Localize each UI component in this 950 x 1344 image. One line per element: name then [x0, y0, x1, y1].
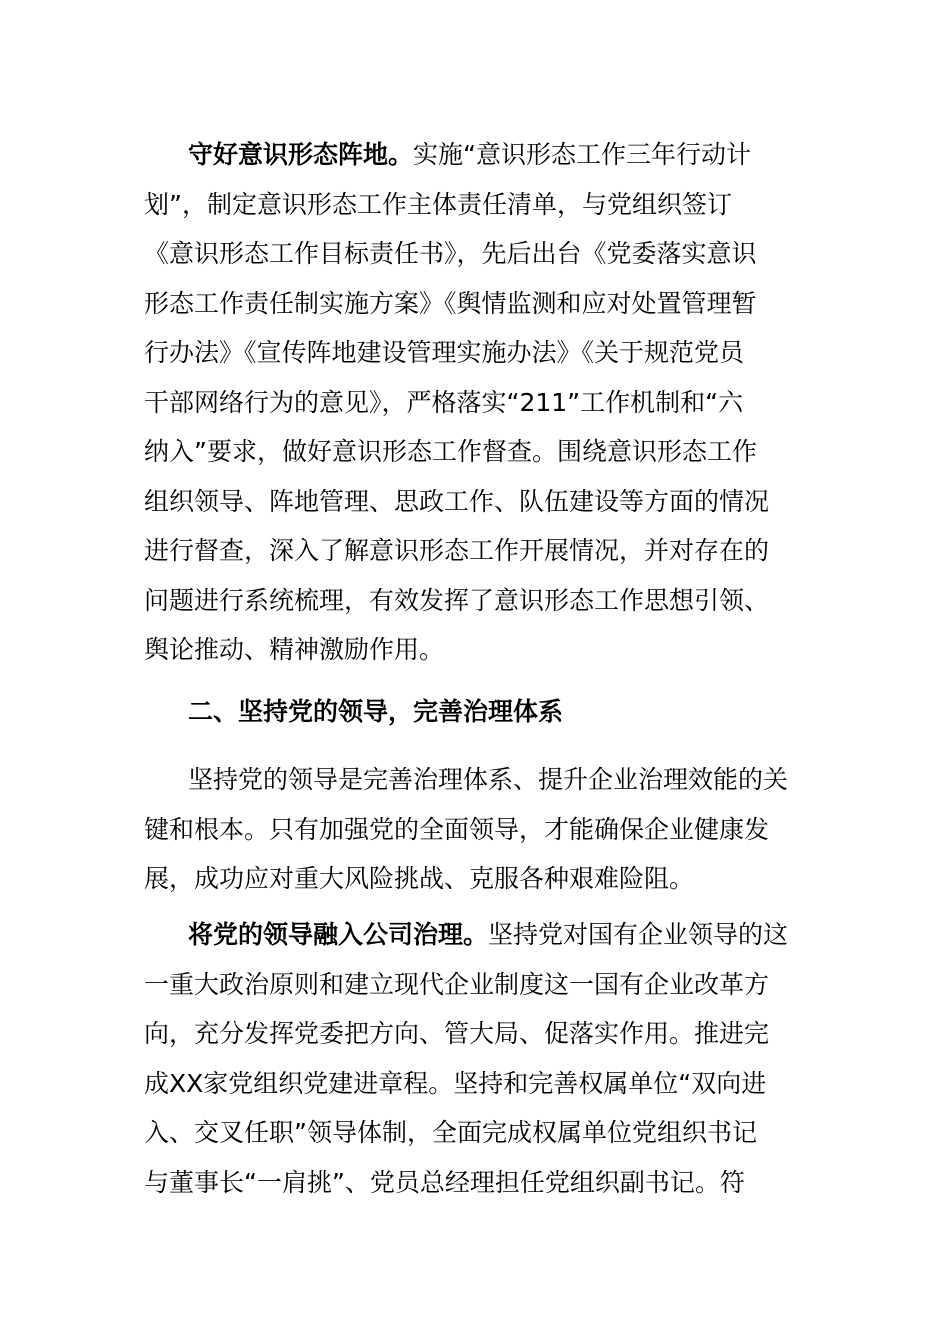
paragraph-lead-heading: 将党的领导融入公司治理。: [188, 920, 489, 949]
paragraph-text: 坚持党对国有企业领导的这: [488, 920, 789, 949]
paragraph-line: 行办法》《宣传阵地建设管理实施办法》《关于规范党员: [144, 338, 745, 367]
paragraph-line: 键和根本。只有加强党的全面领导，才能确保企业健康发: [144, 814, 770, 844]
paragraph-line: 向，充分发挥党委把方向、管大局、促落实作用。推进完: [144, 1019, 770, 1048]
paragraph-line: [144, 130, 808, 180]
paragraph-line: 坚持党的领导是完善治理体系、提升企业治理效能的关: [188, 765, 789, 794]
paragraph-line: 纳入”要求，做好意识形态工作督查。围绕意识形态工作: [144, 437, 757, 466]
paragraph-ideology-position: [144, 130, 808, 675]
paragraph-lead-heading: 守好意识形态阵地。: [188, 140, 414, 169]
paragraph-line: 入、交叉任职”领导体制，全面完成权属单位党组织书记: [144, 1118, 757, 1147]
paragraph-line: 成XX家党组织党建进章程。坚持和完善权属单位“双向进: [144, 1068, 767, 1098]
paragraph-line: 干部网络行为的意见》，严格落实“211”工作机制和“六: [144, 387, 744, 417]
paragraph-line: [144, 910, 808, 960]
paragraph-line: 组织领导、阵地管理、思政工作、队伍建设等方面的情况: [144, 486, 770, 516]
paragraph-line: 问题进行系统梳理，有效发挥了意识形态工作思想引领、: [144, 585, 770, 615]
paragraph-line: 舆论推动、精神激励作用。: [144, 635, 445, 664]
paragraph-line: 与董事长“一肩挑”、党员总经理担任党组织副书记。符: [144, 1167, 745, 1197]
paragraph-line: 一重大政治原则和建立现代企业制度这一国有企业改革方: [144, 969, 770, 999]
section-heading: [144, 687, 808, 737]
section-heading-text: 二、坚持党的领导，完善治理体系: [188, 697, 564, 726]
paragraph-line: 形态工作责任制实施方案》《舆情监测和应对处置管理暂: [144, 288, 757, 318]
paragraph-text: 实施“意识形态工作三年行动计: [413, 140, 751, 169]
paragraph-line: 《意识形态工作目标责任书》，先后出台《党委落实意识: [144, 239, 757, 268]
paragraph-line: 展，成功应对重大风险挑战、克服各种艰难险阻。: [144, 864, 695, 893]
paragraph-party-leadership-intro: [144, 755, 808, 904]
paragraph-line: 进行督查，深入了解意识形态工作开展情况，并对存在的: [144, 536, 770, 565]
paragraph-line: 划”，制定意识形态工作主体责任清单，与党组织签订: [144, 189, 732, 219]
paragraph-corporate-governance: [144, 910, 808, 1207]
